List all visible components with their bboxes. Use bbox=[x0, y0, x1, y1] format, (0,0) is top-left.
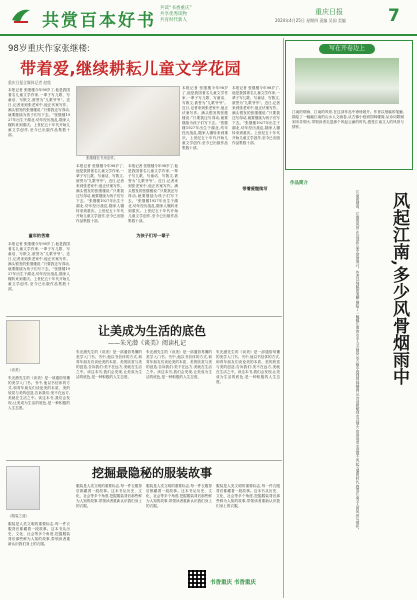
article-body-col-1: 本报记者 张继楼今年98岁了,他是我国著名儿童文学作家,一辈子写儿歌、写童话、写散文,被誉为“儿歌爷爷”。近日,记者来到张老家中,他正伏案写作。满头银发的张继楼说:“只要我还写得动,就要继续为孩子们写下去。”张继楼1927年出生于湖北,幼年经历战乱,随家人辗转来到重庆。上世纪五十年代开始儿童文学创作,至今已出版作品集数十部。 bbox=[8, 88, 70, 137]
tag-3: 共育时代新人 bbox=[160, 18, 187, 23]
mid-body-col-3: 朱光潜先生的《谈美》是一部通俗易懂的美学入门书。书中,他以书信体的方式,和青年朋友们谈论美的本质、美的欣赏与美的创造,告诉我们:美不在远方,美就在生活之中。读这本书,我们会发现,让美成为生活的底色,是一种积极的人生态度。 bbox=[146, 350, 212, 379]
article-body-col-1b: 本报记者 张继楼今年98岁了,他是我国著名儿童文学作家,一辈子写儿歌、写童话、写散文,被誉为“儿歌爷爷”。近日,记者来到张老家中,他正伏案写作。满头银发的张继楼说:“只要我还写得动,就要继续为孩子们写下去。”张继楼1927年出生于湖北,幼年经历战乱,随家人辗转来到重庆。上世纪五十年代开始儿童文学创作,至今已出版作品集数十部。 bbox=[8, 242, 70, 291]
section-tags bbox=[160, 6, 192, 24]
date-line: 2024年4月25日 星期四 责编 吴国 美编 bbox=[275, 18, 346, 23]
subhead-1: 童年的苦难 bbox=[28, 233, 50, 238]
book-cover-bottom bbox=[6, 466, 40, 510]
landscape-image bbox=[295, 58, 399, 104]
book-cover-mid bbox=[6, 320, 40, 364]
subhead-3: 带着爱继续写 bbox=[242, 186, 268, 191]
book-label-mid: 《谈美》 bbox=[8, 368, 22, 372]
right-body-vertical: 江南的烟雨、江南的风骨,在这部作品中徐徐展开。作者以细腻的笔触,描绘了一幅幅江南的山水人文画卷,从古镇小巷到园林楼阁,从诗词歌赋到市井烟火,带领读者走进那个风起云涌的时代,感受江南文人的风骨与情怀。 bbox=[356, 190, 360, 532]
page-header bbox=[0, 0, 417, 36]
author-photo bbox=[76, 86, 180, 156]
bottom-body-col-3: 服装是人类文明的重要标志,每一件衣服背后都藏着一段故事。这本书从历史、文化、社会等多个角度,挖掘服装背后那些鲜为人知的故事,带领读者重新认识我们身上的衣服。 bbox=[146, 484, 212, 508]
article-body-col-5: 本报记者 张继楼今年98岁了,他是我国著名儿童文学作家,一辈子写儿歌、写童话、写散文,被誉为“儿歌爷爷”。近日,记者来到张老家中,他正伏案写作。满头银发的张继楼说:“只要我还写得动,就要继续为孩子们写下去。”张继楼1927年出生于湖北,幼年经历战乱,随家人辗转来到重庆。上世纪五十年代开始儿童文学创作,至今已出版作品集数十部。 bbox=[232, 86, 280, 145]
bottom-body-col-4: 服装是人类文明的重要标志,每一件衣服背后都藏着一段故事。这本书从历史、文化、社会等多个角度,挖掘服装背后那些鲜为人知的故事,带领读者重新认识我们身上的衣服。 bbox=[216, 484, 280, 508]
mid-body-col-4: 朱光潜先生的《谈美》是一部通俗易懂的美学入门书。书中,他以书信体的方式,和青年朋友们谈论美的本质、美的欣赏与美的创造,告诉我们:美不在远方,美就在生活之中。读这本书,我们会发现,让美成为生活的底色,是一种积极的人生态度。 bbox=[216, 350, 280, 384]
right-section-label: 作品简介 bbox=[290, 181, 308, 186]
mid-article-subtitle: ——朱光潜《谈美》阅读札记 bbox=[108, 340, 187, 347]
mid-body-col-2: 朱光潜先生的《谈美》是一部通俗易懂的美学入门书。书中,他以书信体的方式,和青年朋友们谈论美的本质、美的欣赏与美的创造,告诉我们:美不在远方,美就在生活之中。读这本书,我们会发现,让美成为生活的底色,是一种积极的人生态度。 bbox=[76, 350, 142, 379]
subhead-2: 为孩子们写一辈子 bbox=[136, 233, 170, 238]
qr-code-icon bbox=[188, 570, 206, 588]
bottom-body-col-1: 服装是人类文明的重要标志,每一件衣服背后都藏着一段故事。这本书从历史、文化、社会等多个角度,挖掘服装背后那些鲜为人知的故事,带领读者重新认识我们身上的衣服。 bbox=[8, 522, 70, 546]
page-number: 7 bbox=[388, 6, 400, 26]
bottom-body-col-2: 服装是人类文明的重要标志,每一件衣服背后都藏着一段故事。这本书从历史、文化、社会等多个角度,挖掘服装背后那些鲜为人知的故事,带领读者重新认识我们身上的衣服。 bbox=[76, 484, 142, 508]
article-body-col-4: 本报记者 张继楼今年98岁了,他是我国著名儿童文学作家,一辈子写儿歌、写童话、写散文,被誉为“儿歌爷爷”。近日,记者来到张老家中,他正伏案写作。满头银发的张继楼说:“只要我还写得动,就要继续为孩子们写下去。”张继楼1927年出生于湖北,幼年经历战乱,随家人辗转来到重庆。上世纪五十年代开始儿童文学创作,至今已出版作品集数十部。 bbox=[182, 86, 228, 150]
article-byline: 重庆日报全媒体记者 赵欣 bbox=[8, 80, 51, 85]
box-text: 江南的烟雨、江南的风骨,在这部作品中徐徐展开。作者以细腻的笔触,描绘了一幅幅江南的山水人文画卷,从古镇小巷到园林楼阁,从诗词歌赋到市井烟火,带领读者走进那个风起云涌的时代,感受江南文人的风骨与情怀。 bbox=[292, 110, 404, 129]
bottom-article-title: 挖掘最隐秘的服装故事 bbox=[92, 466, 213, 480]
brand-footer: 书香重庆 书香重庆 bbox=[210, 580, 256, 586]
article-title: 带着爱,继续耕耘儿童文学花园 bbox=[20, 59, 242, 78]
column-divider bbox=[283, 38, 284, 598]
book-label-bottom: 《服装之谜》 bbox=[8, 514, 29, 518]
bird-logo-icon bbox=[10, 6, 32, 26]
mid-body-col-1: 朱光潜先生的《谈美》是一部通俗易懂的美学入门书。书中,他以书信体的方式,和青年朋友们谈论美的本质、美的欣赏与美的创造,告诉我们:美不在远方,美就在生活之中。读这本书,我们会发现,让美成为生活的底色,是一种积极的人生态度。 bbox=[8, 376, 70, 410]
tag-1: 共读“书香重庆” bbox=[160, 6, 192, 11]
divider-2 bbox=[6, 460, 282, 461]
article-body-col-3: 本报记者 张继楼今年98岁了,他是我国著名儿童文学作家,一辈子写儿歌、写童话、写散文,被誉为“儿歌爷爷”。近日,记者来到张老家中,他正伏案写作。满头银发的张继楼说:“只要我还写得动,就要继续为孩子们写下去。”张继楼1927年出生于湖北,幼年经历战乱,随家人辗转来到重庆。上世纪五十年代开始儿童文学创作,至今已出版作品集数十部。 bbox=[128, 164, 178, 223]
section-title: 共赏百本好书 bbox=[42, 11, 156, 31]
article-kicker: 98岁重庆作家张继楼: bbox=[8, 44, 90, 54]
paper-name: 重庆日报 bbox=[315, 8, 343, 16]
divider-1 bbox=[6, 316, 282, 317]
right-feature-title: 风起江南,多少风骨烟雨中 bbox=[389, 192, 409, 385]
tag-2: 共享优秀读物 bbox=[160, 12, 187, 17]
mid-article-title: 让美成为生活的底色 bbox=[98, 324, 207, 338]
article-body-col-2: 本报记者 张继楼今年98岁了,他是我国著名儿童文学作家,一辈子写儿歌、写童话、写散文,被誉为“儿歌爷爷”。近日,记者来到张老家中,他正伏案写作。满头银发的张继楼说:“只要我还写得动,就要继续为孩子们写下去。”张继楼1927年出生于湖北,幼年经历战乱,随家人辗转来到重庆。上世纪五十年代开始儿童文学创作,至今已出版作品集数十部。 bbox=[76, 164, 124, 223]
box-label: 写在开卷边上 bbox=[319, 44, 375, 54]
photo-caption: 张继楼在书房创作。 bbox=[86, 156, 118, 160]
